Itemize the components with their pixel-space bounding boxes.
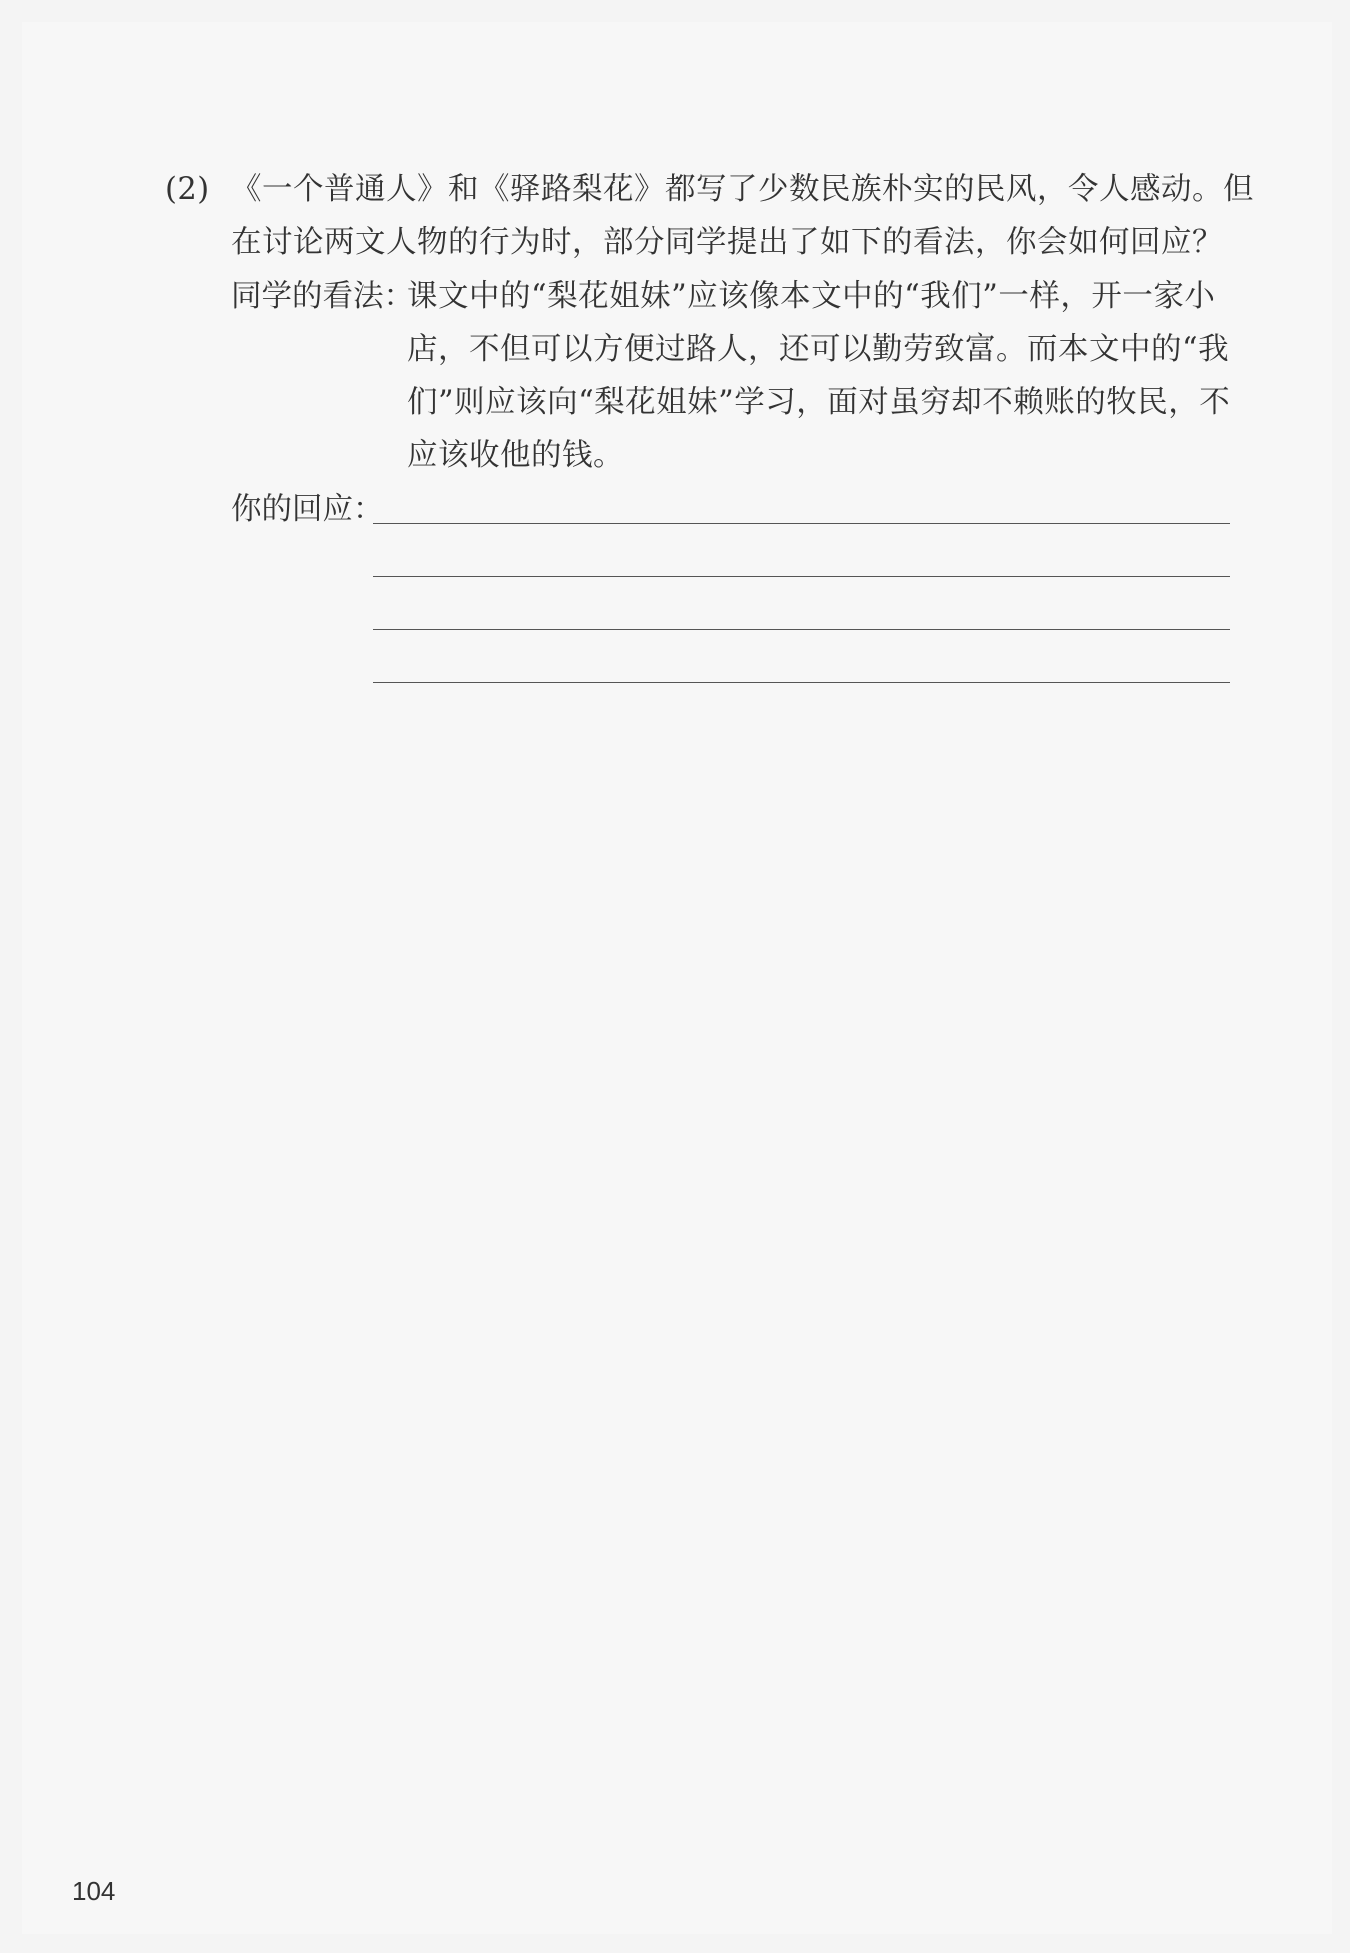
classmate-view-line: 店，不但可以方便过路人，还可以勤劳致富。而本文中的“我 (407, 332, 1230, 367)
response-answer-line[interactable] (373, 629, 1230, 630)
question-line-1 (165, 163, 1254, 216)
response-label: 你的回应： (231, 492, 384, 527)
classmate-view-line: 课文中的“梨花姐妹”应该像本文中的“我们”一样，开一家小 (407, 279, 1216, 314)
question-number: (2) (165, 172, 210, 207)
classmate-view-label: 同学的看法： (231, 279, 414, 314)
question-line-2: 在讨论两文人物的行为时，部分同学提出了如下的看法，你会如何回应？ (231, 225, 1223, 260)
classmate-view-line: 们”则应该向“梨花姐妹”学习，面对虽穷却不赖账的牧民，不 (407, 385, 1231, 420)
classmate-view-line: 应该收他的钱。 (407, 438, 624, 473)
page-number: 104 (72, 1876, 116, 1906)
response-answer-line[interactable] (373, 682, 1230, 683)
question-text-1: 《一个普通人》和《驿路梨花》都写了少数民族朴实的民风，令人感动。但 (231, 172, 1254, 207)
response-answer-line[interactable] (373, 523, 1230, 524)
classmate-view-text (407, 270, 1232, 482)
response-answer-line[interactable] (373, 576, 1230, 577)
